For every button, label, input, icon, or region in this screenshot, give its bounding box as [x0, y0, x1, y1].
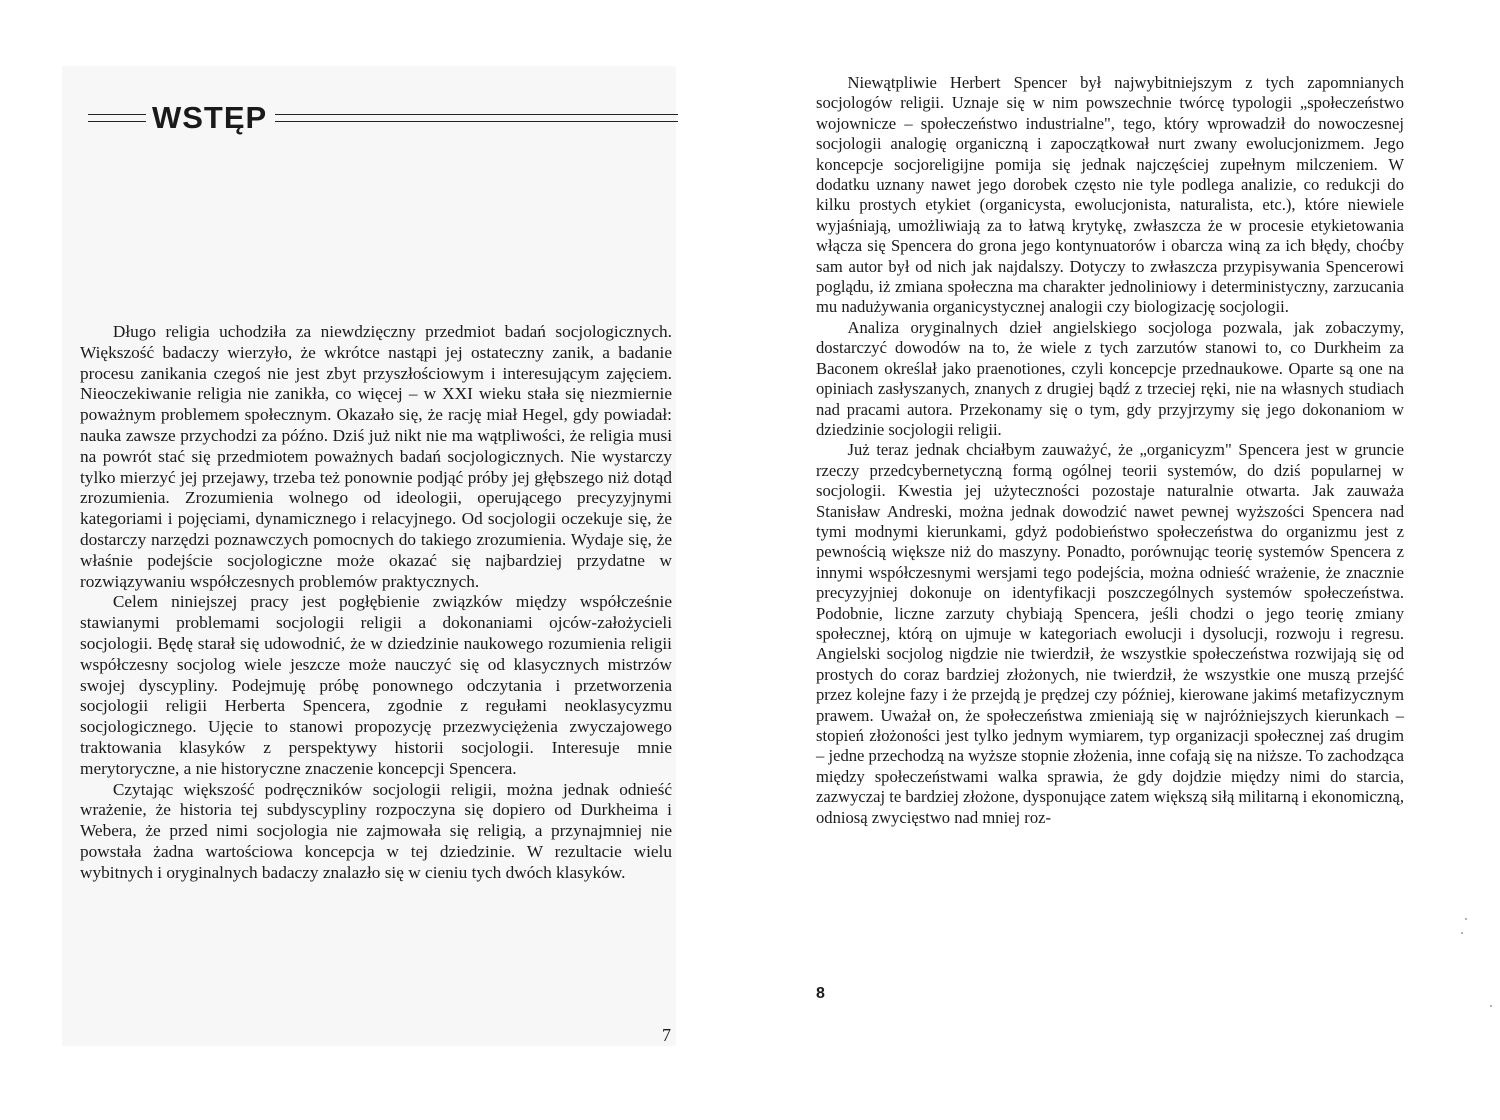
paragraph: Już teraz jednak chciałbym zauważyć, że „organicyzm" Spencera jest w gruncie rzeczy przedcybernetyczną formą ogólnej teorii systemów, do dziś popularnej w socjologii. Kwestia jej użyteczności pozostaje naturalnie otwarta. Jak zauważa Stanisław Andreski, można jednak dowodzić nawet pewnej wyższości Spencera nad tymi modnymi kierunkami, gdyż podobieństwo społeczeństwa do organizmu jest z pewnością większe niż do maszyny. Ponadto, porównując teorię systemów Spencera z innymi współczesnymi wersjami tego podejścia, można odnieść wrażenie, że znacznie precyzyjniej dokonuje on identyfikacji poszczególnych systemów społeczeństwa. Podobnie, liczne zarzuty chybiają Spencera, jeśli chodzi o jego teorię zmiany społecznej, którą on ujmuje w kategoriach ewolucji i dysolucji, rozwoju i regresu. Angielski socjolog nigdzie nie twierdził, że wszystkie społeczeństwa rozwijają się od prostych do coraz bardziej złożonych, nie twierdził, że wszystkie one muszą przejść przez kolejne fazy i że przejdą je prędzej czy później, kierowane jakimś metafizycznym prawem. Uważał on, że społeczeństwa zmieniają się w najróżniejszych kierunkach – stopień złożoności jest tylko jednym wymiarem, typ organizacji społecznej zaś drugim – jedne przechodzą na wyższe stopnie złożenia, inne cofają się na niższe. To zachodząca między społeczeństwami walka sprawia, że gdy dojdzie między nimi do starcia, zazwyczaj te bardziej złożone, dysponujące zatem większą siłą militarną i ekonomiczną, odniosą zwycięstwo nad mniej roz-: [816, 440, 1404, 827]
heading-rule-right: [275, 114, 678, 122]
right-body-text: [816, 73, 1404, 828]
paragraph: Celem niniejszej pracy jest pogłębienie związków między współcześnie stawianymi problemami socjologii religii a dokonaniami ojców-założycieli socjologii. Będę starał się udowodnić, że w dziedzinie naukowego rozumienia religii współczesny socjolog wiele jeszcze może nauczyć się od klasycznych mistrzów swojej dyscypliny. Podejmuję próbę ponownego odczytania i przetworzenia socjologii religii Herberta Spencera, zgodnie z regułami neoklasycyzmu socjologicznego. Ujęcie to stanowi propozycję przezwyciężenia zwyczajowego traktowania klasyków z perspektywy historii socjologii. Interesuje mnie merytoryczne, a nie historyczne znaczenie koncepcji Spencera.: [80, 592, 672, 778]
chapter-heading: [88, 98, 678, 138]
chapter-title: WSTĘP: [152, 100, 268, 135]
paragraph: Długo religia uchodziła za niewdzięczny przedmiot badań socjologicznych. Większość badaczy wierzyło, że wkrótce nastąpi jej ostateczny zanik, a badanie procesu zanikania czegoś nie jest zbyt przyszłościowym i interesującym zajęciem. Nieoczekiwanie religia nie zanikła, co więcej – w XXI wieku stała się niezmiernie poważnym problemem społecznym. Okazało się, że rację miał Hegel, gdy powiadał: nauka zawsze przychodzi za późno. Dziś już nikt nie ma wątpliwości, że religia musi na powrót stać się przedmiotem poważnych badań socjologicznych. Nie wystarczy tylko mierzyć jej przejawy, trzeba też ponownie podjąć próby jej głębszego niż dotąd zrozumienia. Zrozumienia wolnego od ideologii, operującego precyzyjnymi kategoriami i pojęciami, dynamicznego i relacyjnego. Od socjologii oczekuje się, że dostarczy narzędzi poznawczych pomocnych do takiego zrozumienia. Wydaje się, że właśnie podejście socjologiczne może okazać się najbardziej przydatne w rozwiązywaniu współczesnych problemów praktycznych.: [80, 322, 672, 591]
right-page: [750, 0, 1500, 1120]
heading-rule-left: [88, 114, 146, 122]
paragraph: Analiza oryginalnych dzieł angielskiego socjologa pozwala, jak zobaczymy, dostarczyć dowodów na to, że wiele z tych zarzutów stanowi to, co Durkheim za Baconem określał jako praenotiones, czyli koncepcje przednaukowe. Oparte są one na opiniach zasłyszanych, znanych z drugiej bądź z trzeciej ręki, nie na własnych studiach nad pracami autora. Przekonamy się o tym, gdy przyjrzymy się jego dokonaniom w dziedzinie socjologii religii.: [816, 317, 1404, 439]
paragraph: Czytając większość podręczników socjologii religii, można jednak odnieść wrażenie, że historia tej subdyscypliny rozpoczyna się dopiero od Durkheima i Webera, że przed nimi socjologia nie zajmowała się religią, a przynajmniej nie powstała żadna wartościowa koncepcja w tej dziedzinie. W rezultacie wielu wybitnych i oryginalnych badaczy znalazło się w cieniu tych dwóch klasyków.: [80, 779, 672, 882]
scan-speck: [1490, 1005, 1492, 1007]
page-number: 8: [816, 985, 825, 1002]
paragraph: Niewątpliwie Herbert Spencer był najwybitniejszym z tych zapomnianych socjologów religii. Uznaje się w nim powszechnie twórcę typologii „społeczeństwo wojownicze – społeczeństwo industrialne", tego, który wprowadził do nowoczesnej socjologii analogię organiczną i zapoczątkował nurt zwany ewolucjonizmem. Jego koncepcje socjoreligijne pomija się jednak najczęściej zupełnym milczeniem. W dodatku uznany nawet jego dorobek często nie tyle podlega analizie, co redukcji do kilku prostych etykiet (organicysta, ewolucjonista, naturalista, etc.), które niewiele wyjaśniają, umożliwiają za to łatwą krytykę, zwłaszcza że w procesie etykietowania włącza się Spencera do grona jego kontynuatorów i obarcza winą za ich błędy, choćby sam autor był od nich jak najdalszy. Dotyczy to zwłaszcza przypisywania Spencerowi poglądu, iż zmiana społeczna ma charakter jednoliniowy i deterministyczny, zarzucania mu nadużywania organicystycznej analogii czy biologizację socjologii.: [816, 73, 1404, 317]
scan-speck: [1461, 932, 1463, 934]
scan-speck: [1465, 918, 1467, 920]
left-body-text: [80, 322, 672, 884]
page-number: 7: [662, 1025, 671, 1045]
